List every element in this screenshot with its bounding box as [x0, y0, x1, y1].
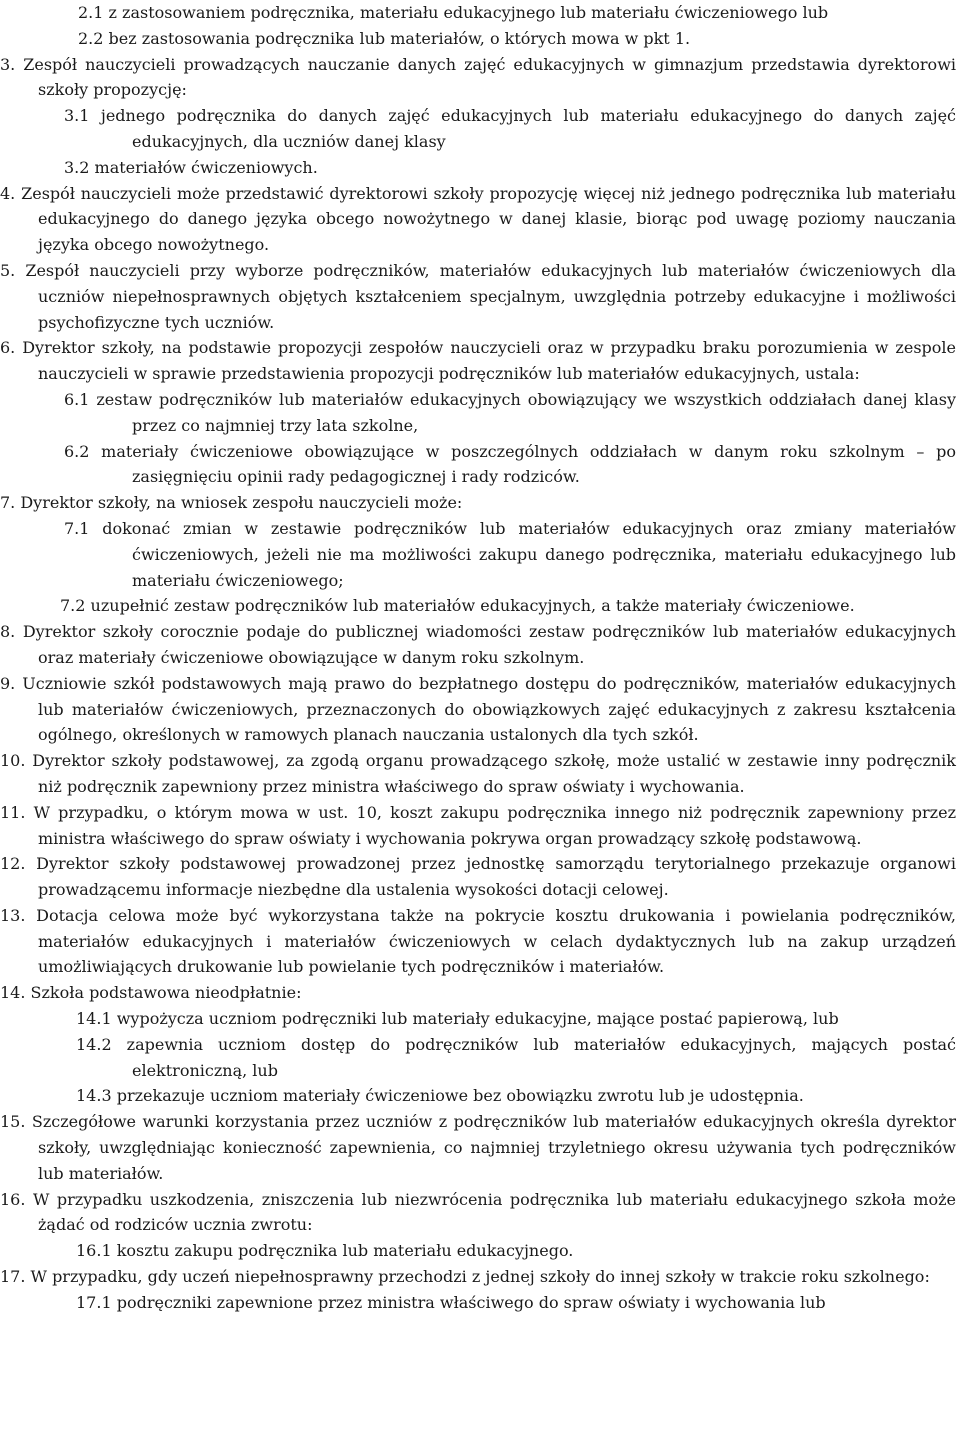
paragraph-p6-1: 6.1 zestaw podręczników lub materiałów edukacyjnych obowiązujący we wszystkich oddziałach danej klasy przez co najmniej trzy lata szkolne, — [64, 389, 956, 435]
paragraph-p3-2: 3.2 materiałów ćwiczeniowych. — [64, 157, 318, 177]
paragraph-p4: 4. Zespół nauczycieli może przedstawić dyrektorowi szkoły propozycję więcej niż jednego podręcznika lub materiału edukacyjnego do danego języka obcego nowożytnego w danej klasie, biorąc pod uwagę poziomy nauczania języka obcego nowożytnego. — [0, 183, 956, 255]
paragraph-p3-1: 3.1 jednego podręcznika do danych zajęć edukacyjnych lub materiału edukacyjnego do danych zajęć edukacyjnych, dla uczniów danej klasy — [64, 106, 956, 151]
paragraph-p16-1: 16.1 kosztu zakupu podręcznika lub materiału edukacyjnego. — [76, 1241, 574, 1261]
paragraph-p14-3: 14.3 przekazuje uczniom materiały ćwiczeniowe bez obowiązku zwrotu lub je udostępnia. — [76, 1086, 804, 1106]
paragraph-p6: 6. Dyrektor szkoły, na podstawie propozycji zespołów nauczycieli oraz w przypadku braku porozumienia w zespole nauczycieli w sprawie przedstawienia propozycji podręczników lub materiałów edukacyjnych, ustala: — [0, 338, 956, 384]
paragraph-p17-1: 17.1 podręczniki zapewnione przez ministra właściwego do spraw oświaty i wychowania lub — [76, 1292, 826, 1312]
paragraph-p6-2: 6.2 materiały ćwiczeniowe obowiązujące w poszczególnych oddziałach w danym roku szkolnym – po zasięgnięciu opinii rady pedagogicznej i rady rodziców. — [64, 441, 956, 487]
paragraph-p12: 12. Dyrektor szkoły podstawowej prowadzonej przez jednostkę samorządu terytorialnego przekazuje organowi prowadzącemu informacje niezbędne dla ustalenia wysokości dotacji celowej. — [0, 854, 956, 900]
paragraph-p9: 9. Uczniowie szkół podstawowych mają prawo do bezpłatnego dostępu do podręczników, materiałów edukacyjnych lub materiałów ćwiczeniowych, przeznaczonych do obowiązkowych zajęć edukacyjnych z zakresu kształcenia ogólnego, określonych w ramowych planach nauczania ustalonych dla tych szkół. — [0, 673, 956, 745]
paragraph-p3: 3. Zespół nauczycieli prowadzących nauczanie danych zajęć edukacyjnych w gimnazjum przedstawia dyrektorowi szkoły propozycję: — [0, 54, 956, 100]
paragraph-p13: 13. Dotacja celowa może być wykorzystana także na pokrycie kosztu drukowania i powielania podręczników, materiałów edukacyjnych i materiałów ćwiczeniowych w celach dydaktycznych lub na zakup urządzeń umożliwiających drukowanie lub powielanie tych podręczników i materiałów. — [0, 905, 956, 977]
paragraph-p16: 16. W przypadku uszkodzenia, zniszczenia lub niezwrócenia podręcznika lub materiału edukacyjnego szkoła może żądać od rodziców ucznia zwrotu: — [0, 1189, 956, 1235]
paragraph-p8: 8. Dyrektor szkoły corocznie podaje do publicznej wiadomości zestaw podręczników lub materiałów edukacyjnych oraz materiały ćwiczeniowe obowiązujące w danym roku szkolnym. — [0, 622, 956, 667]
paragraph-p2-2: 2.2 bez zastosowania podręcznika lub materiałów, o których mowa w pkt 1. — [78, 28, 691, 48]
paragraph-p14-1: 14.1 wypożycza uczniom podręczniki lub materiały edukacyjne, mające postać papierową, lub — [76, 1009, 839, 1029]
paragraph-p17: 17. W przypadku, gdy uczeń niepełnosprawny przechodzi z jednej szkoły do innej szkoły w trakcie roku szkolnego: — [0, 1267, 930, 1287]
paragraph-p10: 10. Dyrektor szkoły podstawowej, za zgodą organu prowadzącego szkołę, może ustalić w zestawie inny podręcznik niż podręcznik zapewniony przez ministra właściwego do spraw oświaty i wychowania. — [0, 751, 956, 796]
paragraph-p7: 7. Dyrektor szkoły, na wniosek zespołu nauczycieli może: — [0, 493, 463, 513]
paragraph-p7-2: 7.2 uzupełnić zestaw podręczników lub materiałów edukacyjnych, a także materiały ćwiczeniowe. — [60, 596, 855, 616]
paragraph-p7-1: 7.1 dokonać zmian w zestawie podręczników lub materiałów edukacyjnych oraz zmiany materiałów ćwiczeniowych, jeżeli nie ma możliwości zakupu danego podręcznika, materiału edukacyjnego lub materiału ćwiczeniowego; — [64, 518, 956, 590]
paragraph-p15: 15. Szczegółowe warunki korzystania przez uczniów z podręczników lub materiałów edukacyjnych określa dyrektor szkoły, uwzględniając konieczność zapewnienia, co najmniej trzyletniego okresu używania tych podręczników lub materiałów. — [0, 1112, 956, 1183]
paragraph-p11: 11. W przypadku, o którym mowa w ust. 10, koszt zakupu podręcznika innego niż podręcznik zapewniony przez ministra właściwego do spraw oświaty i wychowania pokrywa organ prowadzący szkołę podstawową. — [0, 802, 956, 848]
paragraph-p14-2: 14.2 zapewnia uczniom dostęp do podręczników lub materiałów edukacyjnych, mających postać elektroniczną, lub — [76, 1034, 956, 1080]
paragraph-p14: 14. Szkoła podstawowa nieodpłatnie: — [0, 983, 302, 1003]
paragraph-p5: 5. Zespół nauczycieli przy wyborze podręczników, materiałów edukacyjnych lub materiałów ćwiczeniowych dla uczniów niepełnosprawnych objętych kształceniem specjalnym, uwzględnia potrzeby edukacyjne i możliwości psychofizyczne tych uczniów. — [0, 260, 956, 332]
paragraph-p2-1: 2.1 z zastosowaniem podręcznika, materiału edukacyjnego lub materiału ćwiczeniowego lub — [78, 3, 829, 22]
